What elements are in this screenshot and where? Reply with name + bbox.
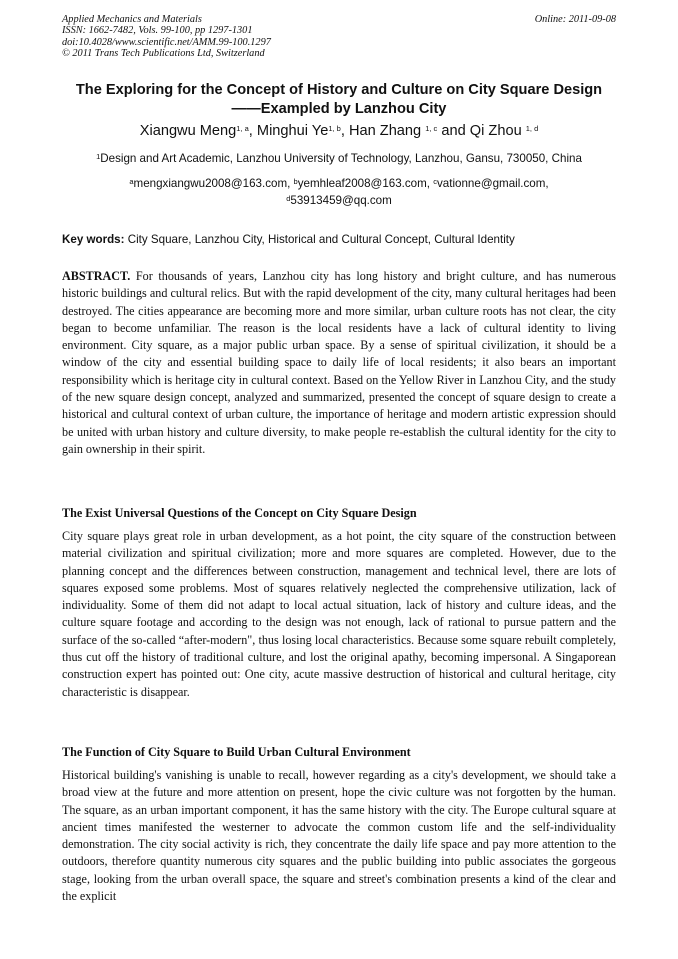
section-heading: The Function of City Square to Build Urban Cultural Environment (62, 745, 411, 759)
affiliation-text: Design and Art Academic, Lanzhou University of Technology, Lanzhou, Gansu, 730050, China (100, 152, 582, 165)
journal-header (62, 14, 271, 59)
author-sup: 1, d (525, 124, 539, 133)
affiliation (62, 151, 616, 166)
issn-line: ISSN: 1662-7482, Vols. 99-100, pp 1297-1301 (62, 25, 253, 37)
keywords-label: Key words: (62, 233, 125, 246)
doi-line: doi:10.4028/www.scientific.net/AMM.99-100.1297 (62, 36, 271, 48)
abstract-label: ABSTRACT. (62, 269, 131, 283)
section-heading: The Exist Universal Questions of the Concept on City Square Design (62, 506, 417, 520)
online-date: Online: 2011-09-08 (534, 14, 616, 25)
author-sup: 1, c (425, 124, 438, 133)
paper-title: The Exploring for the Concept of History and Culture on City Square Design——Exampled by Lanzhou City (75, 82, 603, 117)
email: mengxiangwu2008@163.com, (133, 177, 294, 190)
author-name: Xiangwu Meng (139, 123, 237, 139)
author-sup: 1, a (236, 124, 249, 133)
author-separator: , (340, 123, 349, 139)
abstract-text: For thousands of years, Lanzhou city has long history and bright culture, and has numerous historic buildings and cultural relics. But with the rapid development of the city, many cultural heritages had been destroyed. The cities appearance are becoming more and more similar, urban culture roots has not clear, the city began to become unfamiliar. The reason is the local residents have a lack of cultural identity to living environment. City square, as a major public urban space. By a sense of spiritual civilization, it should be a window of the city and essential building space to daily life of local residents; it also bears an important responsibility which is heritage city in cultural context. Based on the Yellow River in Lanzhou City, and the study of the new square design concept, analyzed and summarized, presented the concept of square design to create a historical and cultural context of urban culture, the importance of heritage and modern artistic expression should be united with urban history and culture diversity, to make people re-establish the cultural identity for the city to gain ownership in their spirit. (62, 269, 616, 456)
author-separator: , (248, 123, 257, 139)
journal-name: Applied Mechanics and Materials (62, 14, 202, 25)
email-sup: b (293, 177, 298, 186)
author-name: Minghui Ye (256, 123, 329, 139)
author-name: Han Zhang (348, 123, 426, 139)
affiliation-sup: 1 (96, 152, 101, 161)
email-sup: a (129, 177, 134, 186)
copyright-line: © 2011 Trans Tech Publications Ltd, Switzerland (62, 47, 265, 59)
section-body: City square plays great role in urban development, as a hot point, the city square of the construction between material civilization and spiritual civilization; more and more squares are completed. However, due to the planning concept and the differences between construction, management and technical level, there are lots of squares exposed some problems. Most of squares relatively neglected the comprehensive utilization, lack of individuality. Some of them did not adapt to local actual situation, lack of history and culture ideas, and the culture square footage and according to the design was not enough, lack of rational to pursue pattern and the surface of the so-called “after-modern", thus losing local characteristics. Because some square rebuilt completely, thus cut off the history of traditional culture, and lost the original apathy, becoming impersonal. A Singaporean construction expert has pointed out: One city, acute massive destruction of historical and cultural heritage, city characteristic is disappear. (62, 529, 616, 699)
author-name: Qi Zhou (469, 123, 526, 139)
email-sup: c (433, 177, 437, 186)
section-body: Historical building's vanishing is unable to recall, however regarding as a city's development, we should take a broad view at the future and more attention on present, hope the civic culture was not forgotten by the human. The square, as an urban important component, it has the same history with the city. The Europe cultural square at ancient times manifested the westerner to advocate the common custom life and the self-individuality demonstration. The city social activity is rich, they concentrate the daily life space and pay more attention to the outdoors, therefore quantity numerous city squares and the public building into public associates the gorgeous stage, looking from the urban overall space, the square and street's combination presents a kind of the clear and the explicit (62, 768, 616, 904)
email-sup: d (286, 194, 291, 203)
email: vationne@gmail.com, (436, 177, 549, 190)
email: 53913459@qq.com (290, 194, 392, 207)
author-sup: 1, b (328, 124, 341, 133)
abstract (62, 268, 616, 458)
email-list (62, 175, 616, 209)
author-separator: and (437, 123, 470, 139)
email: yemhleaf2008@163.com, (297, 177, 434, 190)
author-list (62, 121, 616, 141)
keywords-text: City Square, Lanzhou City, Historical and Cultural Concept, Cultural Identity (124, 233, 515, 246)
keywords (62, 232, 616, 247)
